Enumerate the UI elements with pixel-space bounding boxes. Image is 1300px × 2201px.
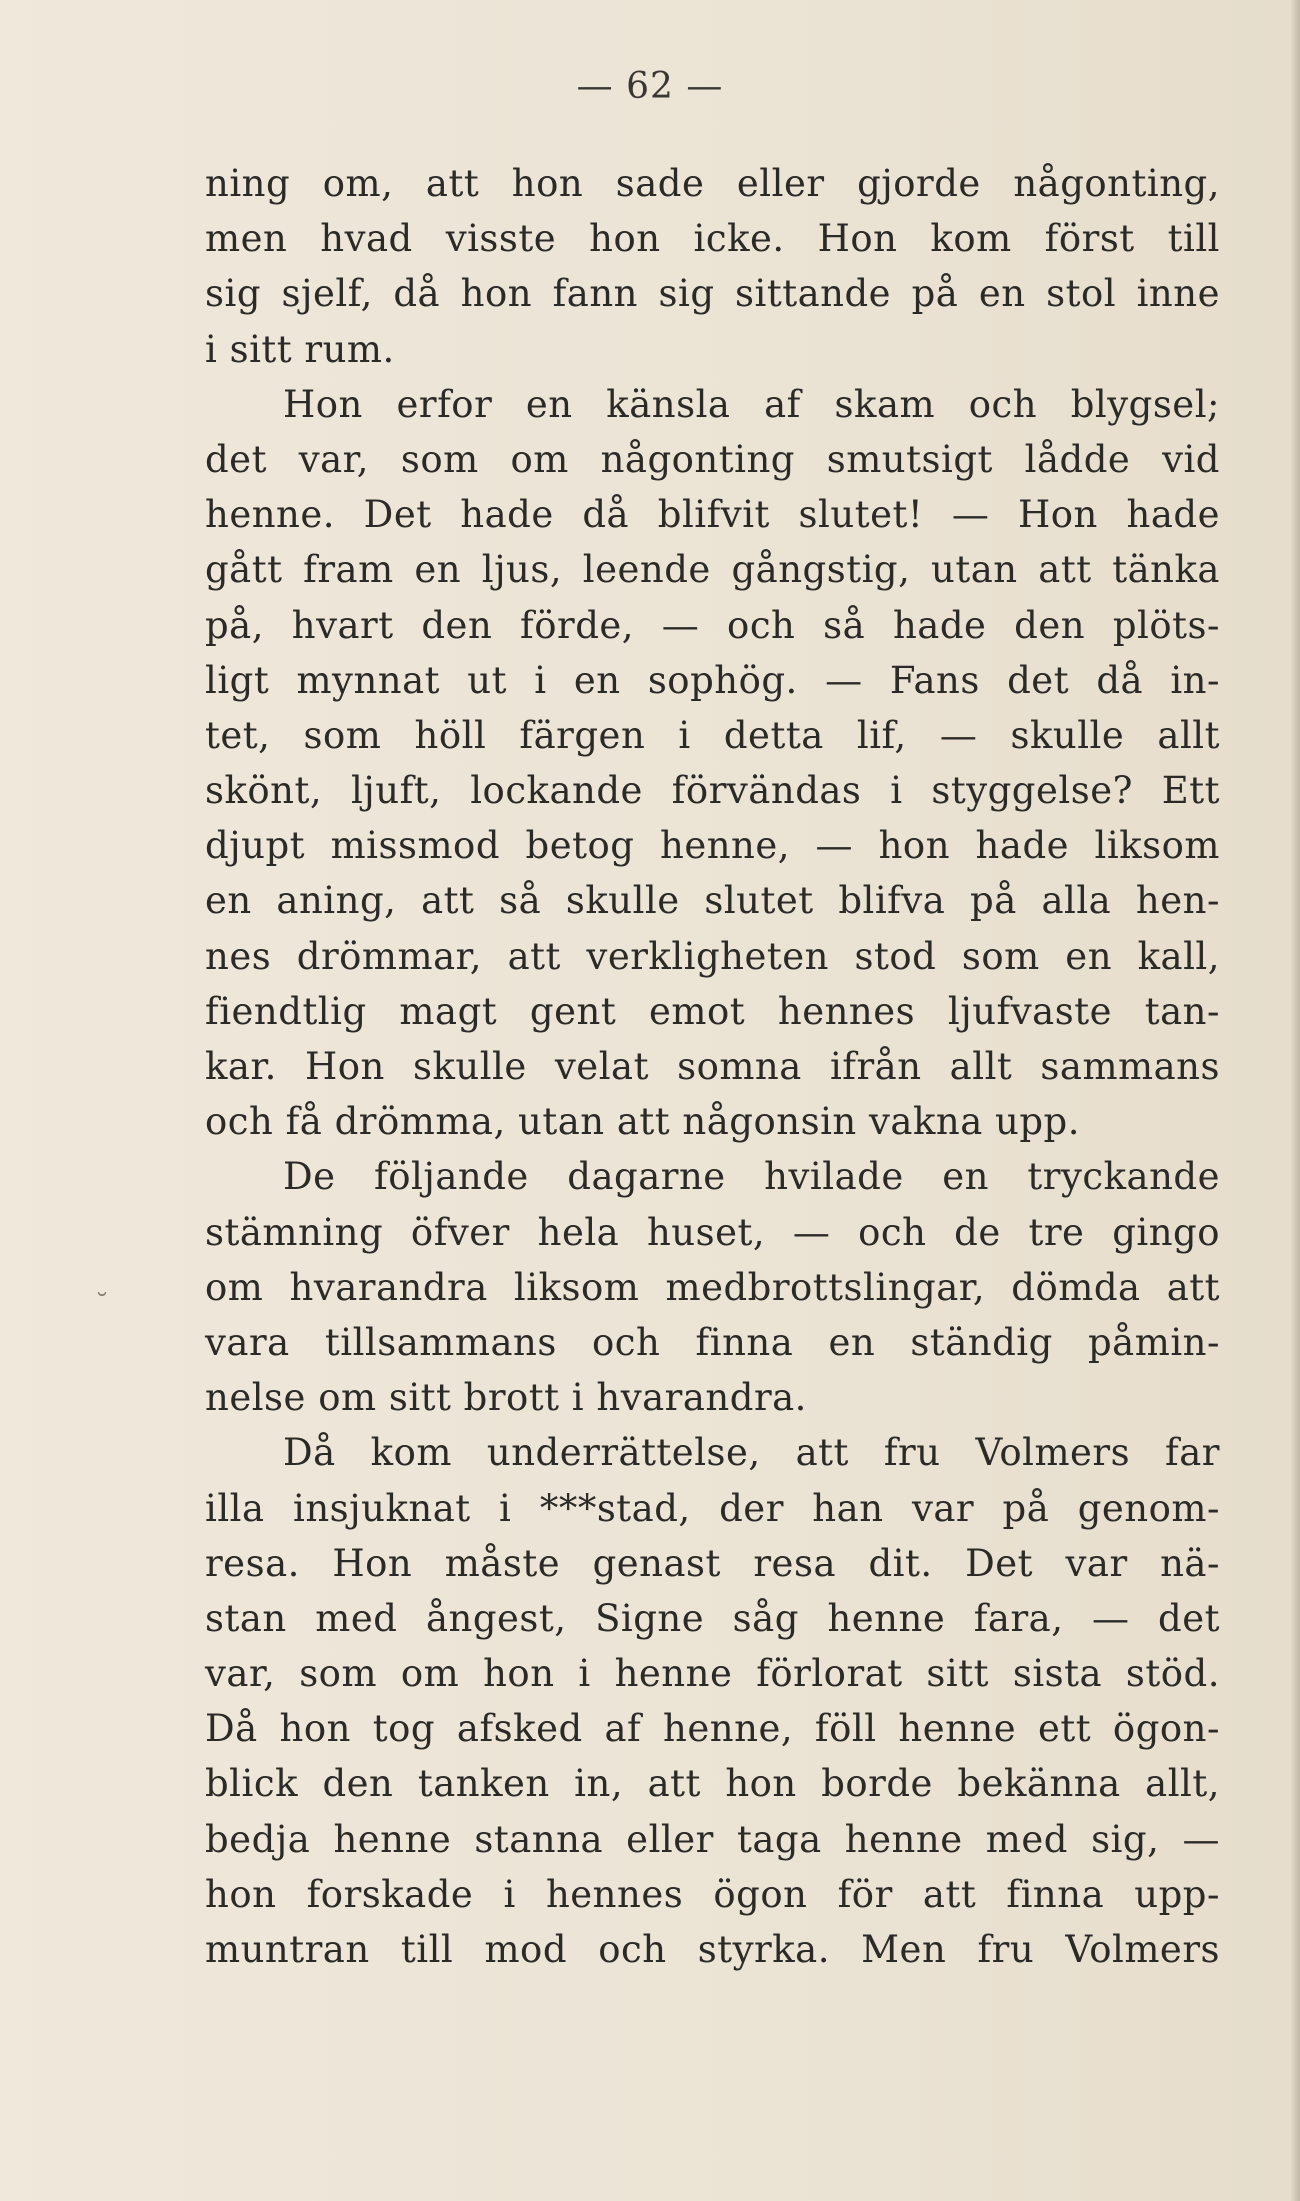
text-line: vara tillsammans och finna en ständig påmin- [205, 1320, 1220, 1364]
margin-mark: ˘ [95, 1288, 109, 1321]
text-line: sig sjelf, då hon fann sig sittande på en stol inne [205, 272, 1220, 316]
text-line: Då hon tog afsked af henne, föll henne ett ögon- [205, 1707, 1220, 1751]
text-line: gått fram en ljus, leende gångstig, utan att tänka [205, 548, 1220, 592]
text-line: var, som om hon i henne förlorat sitt sista stöd. [205, 1652, 1220, 1696]
text-line: i sitt rum. [205, 327, 395, 371]
text-line: Då kom underrättelse, att fru Volmers far [283, 1431, 1220, 1475]
text-line: Hon erfor en känsla af skam och blygsel; [283, 382, 1220, 426]
text-line: muntran till mod och styrka. Men fru Volmers [205, 1928, 1220, 1971]
text-line: bedja henne stanna eller taga henne med sig, — [205, 1817, 1220, 1861]
text-line: blick den tanken in, att hon borde bekänna allt, [205, 1762, 1220, 1806]
text-line: ligt mynnat ut i en sophög. — Fans det då in- [205, 658, 1220, 702]
text-line: hon forskade i hennes ögon för att finna upp- [205, 1872, 1220, 1916]
text-line: ning om, att hon sade eller gjorde någonting, [205, 162, 1220, 205]
page-number: — 62 — [576, 66, 724, 107]
text-line: De följande dagarne hvilade en tryckande [283, 1155, 1220, 1199]
body-text [205, 156, 1220, 1977]
text-line: fiendtlig magt gent emot hennes ljufvaste tan- [205, 989, 1220, 1033]
text-line: stämning öfver hela huset, — och de tre gingo [205, 1210, 1220, 1254]
text-line: henne. Det hade då blifvit slutet! — Hon hade [205, 493, 1220, 537]
text-line: och få drömma, utan att någonsin vakna upp. [205, 1100, 1080, 1144]
text-line: nes drömmar, att verkligheten stod som en kall, [205, 934, 1220, 978]
text-line: stan med ångest, Signe såg henne fara, — det [205, 1596, 1220, 1640]
page-edge-shadow [1290, 0, 1300, 2201]
text-line: på, hvart den förde, — och så hade den plöts- [205, 603, 1220, 647]
text-line: men hvad visste hon icke. Hon kom först till [205, 217, 1220, 261]
text-line: skönt, ljuft, lockande förvändas i styggelse? Ett [205, 769, 1220, 813]
text-line: tet, som höll färgen i detta lif, — skulle allt [205, 713, 1220, 757]
text-line: en aning, att så skulle slutet blifva på alla hen- [205, 879, 1220, 923]
text-line: illa insjuknat i ***stad, der han var på genom- [205, 1486, 1220, 1530]
text-line: nelse om sitt brott i hvarandra. [205, 1376, 807, 1420]
text-line: om hvarandra liksom medbrottslingar, dömda att [205, 1265, 1220, 1309]
text-line: resa. Hon måste genast resa dit. Det var nä- [205, 1541, 1220, 1585]
text-line: djupt missmod betog henne, — hon hade liksom [205, 824, 1220, 868]
text-line: det var, som om någonting smutsigt lådde vid [205, 437, 1220, 481]
text-line: kar. Hon skulle velat somna ifrån allt sammans [205, 1045, 1220, 1088]
